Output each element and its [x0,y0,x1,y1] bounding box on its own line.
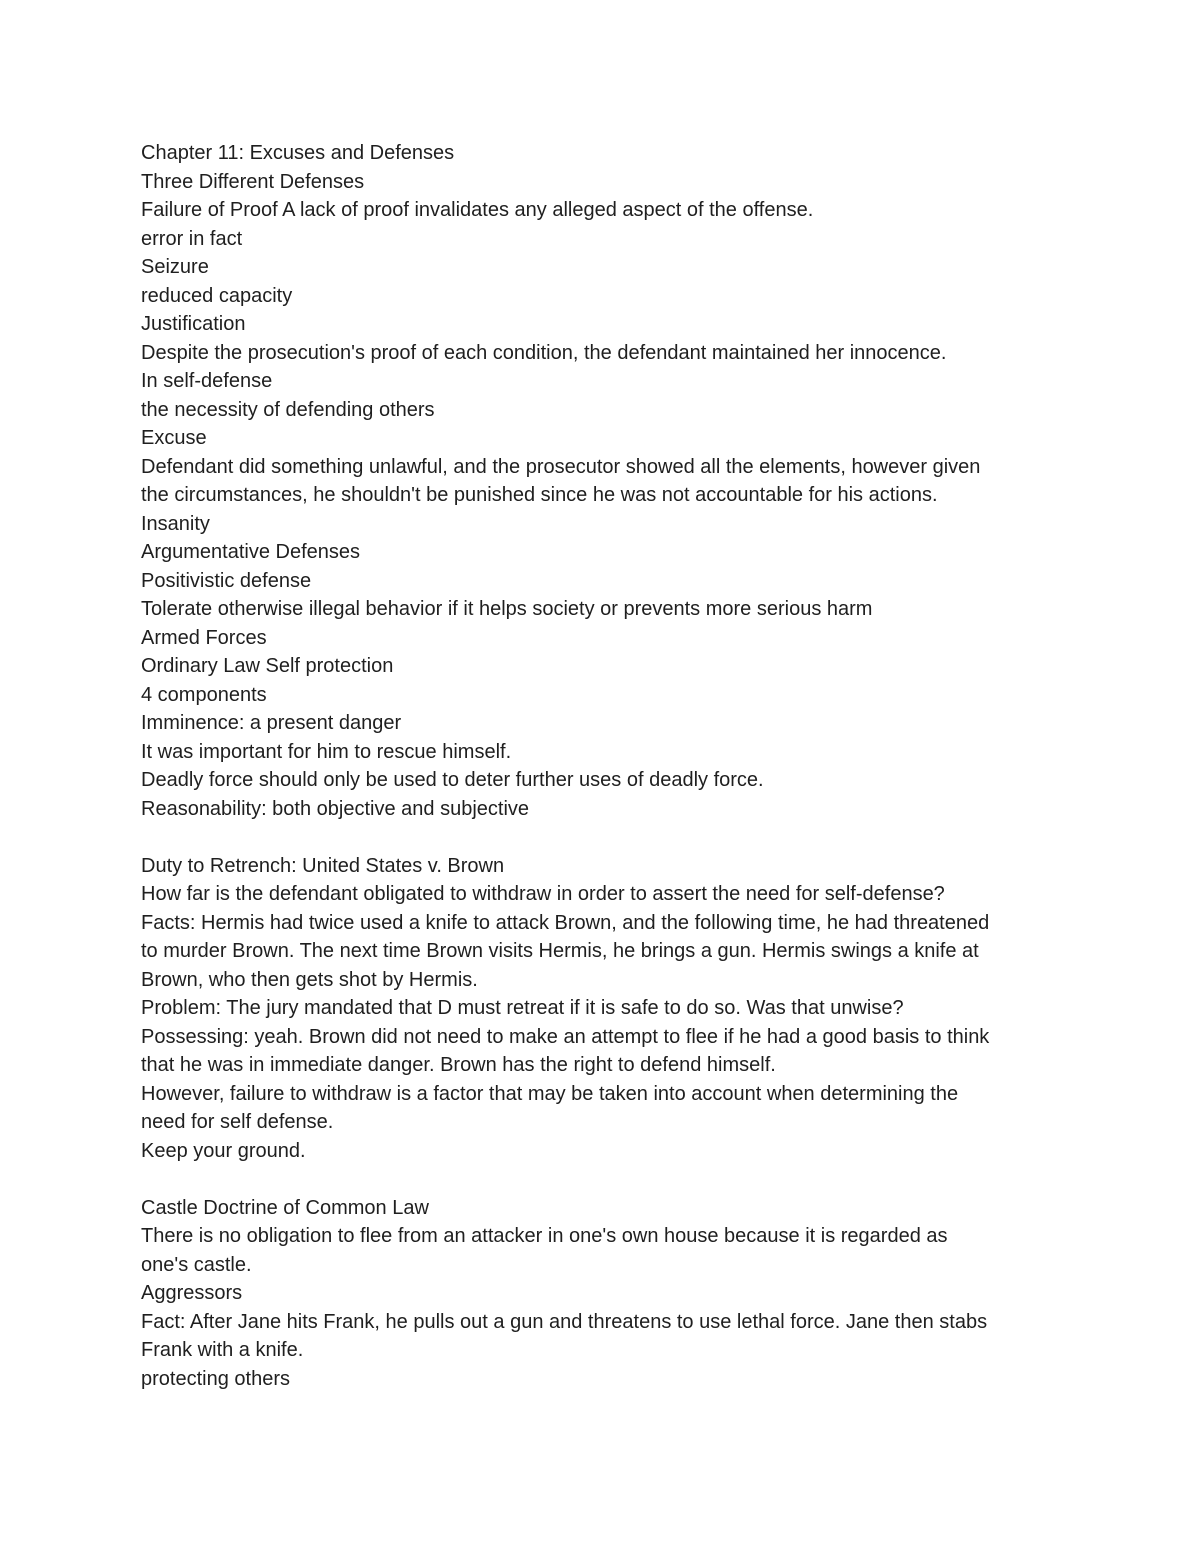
section-heading: Three Different Defenses [141,170,365,193]
text-line: Reasonability: both objective and subjective [141,797,530,820]
text-line: Argumentative Defenses [141,541,361,563]
text-line: Excuse [141,427,207,449]
text-line: one's castle. [141,1253,252,1276]
text-line: Ordinary Law Self protection [141,655,394,677]
text-line: Frank with a knife. [141,1339,304,1361]
text-line: the necessity of defending others [141,398,435,421]
text-line: Keep your ground. [141,1139,306,1162]
text-line: However, failure to withdraw is a factor that may be taken into account when determining the [141,1082,959,1105]
text-line: need for self defense. [141,1111,334,1133]
text-line: 4 components [141,683,267,706]
text-line: Problem: The jury mandated that D must retreat if it is safe to do so. Was that unwise? [141,997,904,1019]
text-line: Fact: After Jane hits Frank, he pulls out a gun and threatens to use lethal force. Jane then stabs [141,1310,988,1333]
chapter-title: Chapter 11: Excuses and Defenses [141,142,455,164]
blank-line [141,823,1071,852]
text-line: It was important for him to rescue himself. [141,740,512,763]
text-line: How far is the defendant obligated to withdraw in order to assert the need for self-defense? [141,883,945,905]
text-line: to murder Brown. The next time Brown visits Hermis, he brings a gun. Hermis swings a knife at [141,940,979,962]
section-heading: Castle Doctrine of Common Law [141,1196,429,1219]
document-page [141,139,1071,1393]
text-line: reduced capacity [141,284,293,307]
text-line: Armed Forces [141,626,267,649]
blank-line [141,1165,1071,1194]
text-line: the circumstances, he shouldn't be punished since he was not accountable for his actions. [141,484,938,506]
text-line: Tolerate otherwise illegal behavior if it helps society or prevents more serious harm [141,598,873,620]
text-line: Imminence: a present danger [141,712,402,734]
text-line: There is no obligation to flee from an attacker in one's own house because it is regarded as [141,1225,948,1247]
text-line: Failure of Proof A lack of proof invalidates any alleged aspect of the offense. [141,199,814,221]
text-line: Despite the prosecution's proof of each condition, the defendant maintained her innocence. [141,341,947,364]
text-line: Brown, who then gets shot by Hermis. [141,968,478,991]
section-heading: Duty to Retrench: United States v. Brown [141,854,505,877]
text-line: error in fact [141,227,243,250]
text-line: In self-defense [141,370,273,392]
text-line: that he was in immediate danger. Brown has the right to defend himself. [141,1054,776,1076]
text-line: Aggressors [141,1282,243,1304]
text-line: Insanity [141,512,210,535]
text-line: Seizure [141,256,209,278]
text-line: Positivistic defense [141,569,312,592]
text-line: Defendant did something unlawful, and the prosecutor showed all the elements, however given [141,455,981,478]
text-line: protecting others [141,1367,290,1390]
text-line: Possessing: yeah. Brown did not need to make an attempt to flee if he had a good basis to think [141,1025,990,1048]
text-line: Justification [141,313,246,335]
text-line: Deadly force should only be used to deter further uses of deadly force. [141,769,764,791]
text-line: Facts: Hermis had twice used a knife to attack Brown, and the following time, he had threatened [141,911,990,934]
